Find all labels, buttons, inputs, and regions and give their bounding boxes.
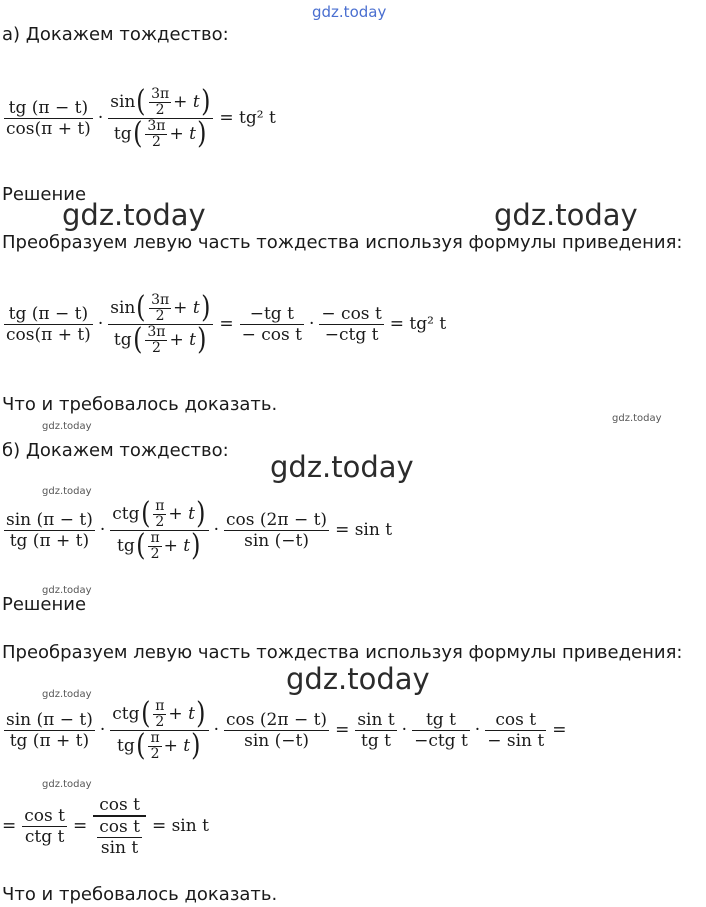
arg-denominator: 2: [151, 339, 161, 356]
denominator: −ctg t: [324, 324, 379, 345]
arg-rest: + t: [163, 536, 191, 556]
arg-rest: + t: [173, 92, 200, 112]
arg-denominator: 2: [151, 133, 161, 150]
watermark: gdz.today: [42, 486, 92, 497]
fraction: [319, 304, 383, 345]
numerator: cos (2π − t): [226, 509, 328, 530]
arg-rest: + t: [169, 124, 196, 144]
fraction: [485, 710, 546, 751]
arg-denominator: 2: [150, 745, 160, 762]
arg-denominator: 2: [155, 307, 165, 324]
denominator: − sin t: [487, 730, 545, 751]
fraction: [240, 304, 304, 345]
fraction: [4, 304, 93, 345]
fraction: [4, 710, 95, 751]
numerator: tg t: [425, 709, 456, 730]
rhs: = tg² t: [219, 108, 276, 128]
numerator: − cos t: [321, 303, 382, 324]
function-name: sin: [110, 92, 136, 112]
arg-numerator: 3π: [151, 85, 170, 102]
denominator: −ctg t: [414, 730, 468, 751]
section-a-heading: а) Докажем тождество:: [2, 24, 229, 45]
arg-numerator: π: [155, 697, 165, 714]
fraction: sin ( $\frac{3\pi}{2}$ + t ) tg ( $\frac{3\pi}{2}$ + t ): [108, 293, 213, 356]
rhs: = tg² t: [389, 314, 447, 334]
equation-a-statement: $\frac{tg (\pi - t)}{\cos(\pi + t)}$ · sin ( $\frac{3\pi}{2}$ + t ) tg ( $\frac{3\pi}{2}$ + t ) = tg² t: [6, 84, 276, 151]
watermark: gdz.today: [612, 413, 662, 424]
section-b-conclusion: Что и требовалось доказать.: [2, 884, 278, 905]
arg-numerator: π: [150, 529, 160, 546]
watermark: gdz.today: [42, 779, 92, 790]
watermark: gdz.today: [494, 198, 638, 232]
denominator: tg (π + t): [9, 730, 90, 751]
function-name: tg: [113, 124, 132, 144]
arg-denominator: 2: [155, 101, 165, 118]
fraction: [22, 806, 67, 847]
denominator: cos(π + t): [6, 118, 91, 139]
numerator: sin (π − t): [6, 709, 93, 730]
numerator: sin t: [357, 709, 395, 730]
fraction: [4, 98, 93, 139]
denominator: sin t: [100, 837, 139, 858]
arg-numerator: 3π: [147, 323, 166, 340]
fraction: [224, 710, 329, 751]
denominator: sin (−t): [244, 530, 309, 551]
denominator: − cos t: [241, 324, 302, 345]
arg-denominator: 2: [155, 713, 165, 730]
function-name: tg: [117, 736, 135, 756]
fraction: ctg ( $\frac{\pi}{2}$ + t ) tg ( $\frac{\pi}{2}$ + t ): [110, 499, 208, 562]
numerator: tg (π − t): [8, 303, 89, 324]
function-name: tg: [117, 536, 135, 556]
denominator: tg t: [361, 730, 391, 751]
section-a-solution-label: Решение: [2, 184, 87, 205]
denominator: sin (−t): [244, 730, 309, 751]
numerator: cos t: [99, 816, 140, 837]
watermark-top: gdz.today: [312, 3, 387, 21]
watermark: gdz.today: [270, 450, 414, 484]
fraction: [93, 795, 146, 858]
denominator: tg (π + t): [9, 530, 90, 551]
numerator: sin (π − t): [6, 509, 93, 530]
fraction: sin ( $\frac{3\pi}{2}$ + t ) tg ( $\frac{3\pi}{2}$ + t ): [108, 87, 213, 150]
function-name: sin: [110, 298, 136, 318]
function-name: ctg: [112, 704, 140, 724]
watermark: gdz.today: [42, 421, 92, 432]
section-a-conclusion: Что и требовалось доказать.: [2, 394, 278, 415]
arg-numerator: 3π: [147, 117, 166, 134]
function-name: tg: [113, 330, 132, 350]
equation-b-statement: $\frac{\sin (\pi - t)}{tg (\pi + t)}$ · ctg ( $\frac{\pi}{2}$ + t ) tg ( $\frac{\pi}{2}$ + t ) · $\frac{\cos (2\pi - t)}{\sin (-t)}$ = sin t: [6, 496, 393, 563]
watermark: gdz.today: [42, 689, 92, 700]
numerator: −tg t: [249, 303, 294, 324]
fraction: ctg ( $\frac{\pi}{2}$ + t ) tg ( $\frac{\pi}{2}$ + t ): [110, 699, 208, 762]
fraction: [224, 510, 329, 551]
section-b-intro: Преобразуем левую часть тождества используя формулы приведения:: [2, 642, 683, 663]
arg-rest: + t: [168, 704, 195, 724]
arg-numerator: π: [155, 497, 165, 514]
arg-rest: + t: [173, 298, 200, 318]
fraction: [4, 510, 95, 551]
equation-b-solution: $\frac{\sin (\pi - t)}{tg (\pi + t)}$ · ctg ( $\frac{\pi}{2}$ + t ) tg ( $\frac{\pi}{2}$ + t ) · $\frac{\cos (2\pi - t)}{\sin (-t)}$ = $\frac{\text{sin t}}{\text{tg t}}$ · $\frac{\text{tg t}}{\text{−ctg t}}$ · $\frac{\text{cos t}}{\text{− sin t}}$ =: [6, 696, 567, 763]
fraction: [355, 710, 396, 751]
arg-rest: + t: [168, 504, 195, 524]
numerator: tg (π − t): [8, 97, 89, 118]
arg-numerator: π: [150, 729, 160, 746]
numerator: cos t: [24, 805, 65, 826]
numerator: cos t: [99, 794, 140, 815]
watermark: gdz.today: [286, 662, 430, 696]
arg-rest: + t: [163, 736, 191, 756]
numerator: cos (2π − t): [226, 709, 328, 730]
fraction: [412, 710, 470, 751]
denominator: cos(π + t): [6, 324, 91, 345]
arg-denominator: 2: [155, 513, 165, 530]
arg-rest: + t: [169, 330, 196, 350]
rhs: = sin t: [151, 816, 209, 836]
equation-b-continuation: = $\frac{\text{cos t}}{\text{ctg t}}$ = $\frac{\text{cos t}}{\frac{\text{cos t}}{\text{sin t}}}$ = sin t: [2, 794, 209, 858]
section-a-intro: Преобразуем левую часть тождества используя формулы приведения:: [2, 232, 683, 253]
function-name: ctg: [112, 504, 140, 524]
watermark: gdz.today: [42, 585, 92, 596]
section-b-solution-label: Решение: [2, 594, 87, 615]
denominator: ctg t: [24, 826, 65, 847]
rhs: = sin t: [335, 520, 393, 540]
equation-a-solution: $\frac{tg (\pi - t)}{\cos(\pi + t)}$ · sin ( $\frac{3\pi}{2}$ + t ) tg ( $\frac{3\pi}{2}$ + t ) = $\frac{\text{−tg t}}{\text{− cos t}}$ · $\frac{\text{− cos t}}{\text{−ctg t}}$ = tg² t: [6, 290, 447, 357]
numerator: cos t: [495, 709, 537, 730]
section-b-heading: б) Докажем тождество:: [2, 440, 229, 461]
arg-denominator: 2: [150, 545, 160, 562]
watermark: gdz.today: [62, 198, 206, 232]
arg-numerator: 3π: [151, 291, 170, 308]
